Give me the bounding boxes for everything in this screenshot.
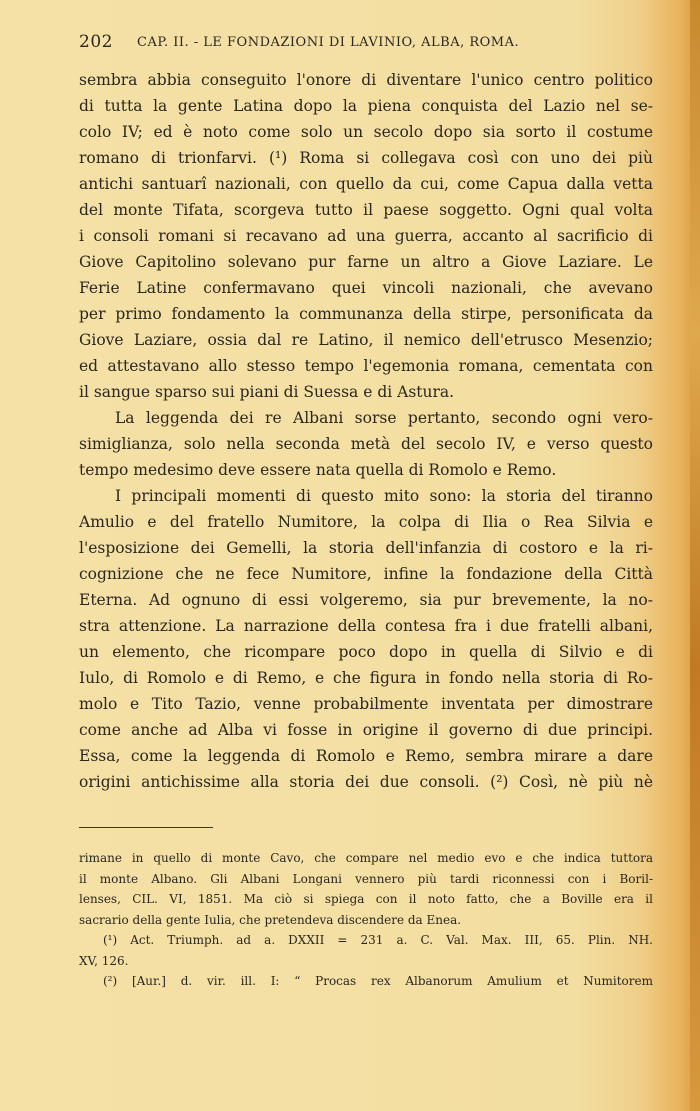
footnote-line: sacrario della gente Iulia, che pretendeva discendere da Enea. [79, 912, 462, 927]
page-edge [690, 0, 700, 1111]
body-line: l'esposizione dei Gemelli, la storia dell'infanzia di costoro e la ri- [79, 539, 653, 557]
footnote-line: (¹) Act. Triumph. ad a. DXXII = 231 a. C. Val. Max. III, 65. Plin. NH. [103, 933, 653, 947]
body-line: come anche ad Alba vi fosse in origine il governo di due principi. [79, 721, 653, 739]
page-number: 202 [79, 32, 113, 52]
body-line: Amulio e del fratello Numitore, la colpa di Ilia o Rea Silvia e [79, 513, 653, 531]
body-line: del monte Tifata, scorgeva tutto il paese soggetto. Ogni qual volta [79, 201, 653, 219]
body-line: per primo fondamento la communanza della stirpe, personificata da [79, 305, 653, 323]
footnote-line: il monte Albano. Gli Albani Longani vennero più tardi riconnessi con i Boril- [79, 871, 653, 886]
body-line: Ferie Latine confermavano quei vincoli nazionali, che avevano [79, 279, 653, 297]
body-line: Iulo, di Romolo e di Remo, e che figura in fondo nella storia di Ro- [79, 669, 653, 687]
body-line: ed attestavano allo stesso tempo l'egemonia romana, cementata con [79, 357, 653, 375]
body-line: cognizione che ne fece Numitore, infine la fondazione della Città [79, 565, 653, 583]
body-line: simiglianza, solo nella seconda metà del secolo IV, e verso questo [79, 435, 653, 453]
body-line: I principali momenti di questo mito sono: la storia del tiranno [115, 487, 653, 505]
page-header [79, 32, 653, 56]
body-line: i consoli romani si recavano ad una guerra, accanto al sacrificio di [79, 227, 653, 245]
footnote-line: rimane in quello di monte Cavo, che compare nel medio evo e che indica tuttora [79, 851, 653, 865]
footnote-line: XV, 126. [79, 953, 129, 968]
body-line: Giove Laziare, ossia dal re Latino, il nemico dell'etrusco Mesenzio; [79, 331, 653, 349]
body-line: Giove Capitolino solevano pur farne un altro a Giove Laziare. Le [79, 253, 653, 271]
body-line: di tutta la gente Latina dopo la piena conquista del Lazio nel se- [79, 97, 653, 115]
footnote-separator [79, 827, 213, 828]
footnote-line: (²) [Aur.] d. vir. ill. I: “ Procas rex Albanorum Amulium et Numitorem [103, 974, 653, 988]
body-line: La leggenda dei re Albani sorse pertanto, secondo ogni vero- [115, 409, 653, 427]
body-line: stra attenzione. La narrazione della contesa fra i due fratelli albani, [79, 617, 653, 635]
body-line: colo IV; ed è noto come solo un secolo dopo sia sorto il costume [79, 123, 653, 141]
body-line: un elemento, che ricompare poco dopo in quella di Silvio e di [79, 643, 653, 661]
running-title: CAP. II. - LE FONDAZIONI DI LAVINIO, ALBA, ROMA. [137, 35, 520, 50]
body-line: sembra abbia conseguito l'onore di diventare l'unico centro politico [79, 71, 653, 89]
footnote-line: lenses, CIL. VI, 1851. Ma ciò si spiega con il noto fatto, che a Boville era il [79, 892, 653, 906]
body-line: antichi santuarî nazionali, con quello da cui, come Capua dalla vetta [79, 175, 653, 193]
body-text [79, 67, 653, 795]
body-line: il sangue sparso sui piani di Suessa e di Astura. [79, 383, 455, 401]
body-line: tempo medesimo deve essere nata quella di Romolo e Remo. [79, 461, 557, 479]
body-line: romano di trionfarvi. (¹) Roma si collegava così con uno dei più [79, 149, 653, 167]
body-line: molo e Tito Tazio, venne probabilmente inventata per dimostrare [79, 695, 653, 713]
body-line: Eterna. Ad ognuno di essi volgeremo, sia pur brevemente, la no- [79, 591, 653, 609]
body-line: Essa, come la leggenda di Romolo e Remo, sembra mirare a dare [79, 747, 653, 765]
body-line: origini antichissime alla storia dei due consoli. (²) Così, nè più nè [79, 773, 653, 791]
footnotes [79, 848, 653, 992]
